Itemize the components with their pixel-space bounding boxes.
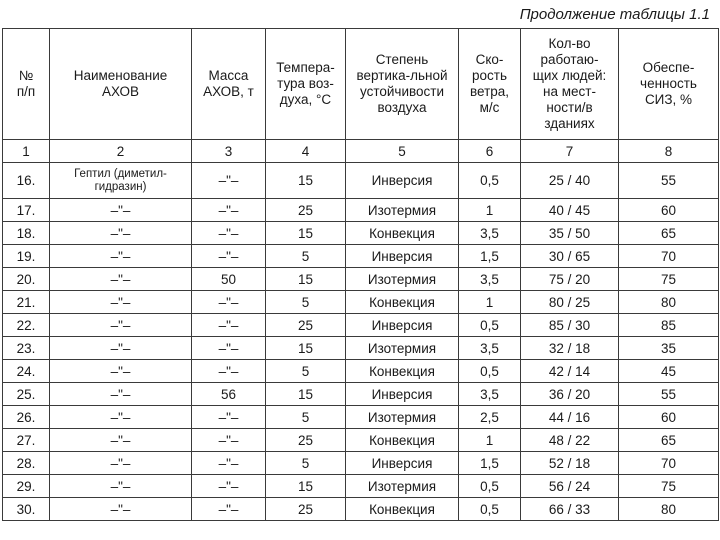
cell-wind-speed: 3,5	[459, 268, 521, 291]
cell-air-temperature: 15	[266, 475, 346, 498]
cell-ppe-provision: 75	[619, 268, 719, 291]
cell-mass: –"–	[192, 163, 266, 199]
cell-substance-name: –"–	[50, 452, 192, 475]
cell-air-temperature: 15	[266, 383, 346, 406]
cell-mass: –"–	[192, 314, 266, 337]
header-substance-name: Наименование АХОВ	[50, 29, 192, 140]
cell-mass: 50	[192, 268, 266, 291]
cell-ppe-provision: 45	[619, 360, 719, 383]
table-row	[3, 498, 719, 521]
cell-ppe-provision: 60	[619, 406, 719, 429]
cell-ppe-provision: 80	[619, 291, 719, 314]
cell-air-temperature: 5	[266, 291, 346, 314]
cell-ppe-provision: 35	[619, 337, 719, 360]
cell-substance-name: –"–	[50, 429, 192, 452]
cell-row-number: 17.	[3, 199, 50, 222]
cell-row-number: 27.	[3, 429, 50, 452]
cell-mass: –"–	[192, 199, 266, 222]
table-row	[3, 429, 719, 452]
column-number-row	[3, 140, 719, 163]
cell-row-number: 28.	[3, 452, 50, 475]
cell-ppe-provision: 80	[619, 498, 719, 521]
cell-wind-speed: 1	[459, 199, 521, 222]
cell-mass: –"–	[192, 429, 266, 452]
cell-workers-count: 40 / 45	[521, 199, 619, 222]
cell-air-temperature: 5	[266, 245, 346, 268]
header-workers-count: Кол-во работаю- щих людей: на мест- ности/в зданиях	[521, 29, 619, 140]
cell-mass: –"–	[192, 222, 266, 245]
cell-row-number: 30.	[3, 498, 50, 521]
column-number: 6	[459, 140, 521, 163]
cell-row-number: 19.	[3, 245, 50, 268]
table-row	[3, 245, 719, 268]
column-number: 7	[521, 140, 619, 163]
cell-ppe-provision: 85	[619, 314, 719, 337]
cell-mass: –"–	[192, 406, 266, 429]
cell-wind-speed: 0,5	[459, 314, 521, 337]
table-row	[3, 406, 719, 429]
cell-air-stability: Инверсия	[346, 245, 459, 268]
cell-wind-speed: 1	[459, 291, 521, 314]
cell-row-number: 22.	[3, 314, 50, 337]
cell-wind-speed: 1	[459, 429, 521, 452]
cell-workers-count: 36 / 20	[521, 383, 619, 406]
header-mass: Масса АХОВ, т	[192, 29, 266, 140]
cell-substance-name: –"–	[50, 406, 192, 429]
header-air-stability: Степень вертика-льной устойчивости воздуха	[346, 29, 459, 140]
header-row	[3, 29, 719, 140]
cell-workers-count: 85 / 30	[521, 314, 619, 337]
header-number: № п/п	[3, 29, 50, 140]
cell-wind-speed: 0,5	[459, 360, 521, 383]
cell-air-stability: Изотермия	[346, 337, 459, 360]
cell-row-number: 25.	[3, 383, 50, 406]
cell-air-stability: Конвекция	[346, 360, 459, 383]
cell-air-stability: Конвекция	[346, 498, 459, 521]
table-row	[3, 337, 719, 360]
cell-air-stability: Изотермия	[346, 406, 459, 429]
cell-workers-count: 66 / 33	[521, 498, 619, 521]
cell-wind-speed: 3,5	[459, 222, 521, 245]
cell-wind-speed: 0,5	[459, 475, 521, 498]
cell-air-stability: Конвекция	[346, 429, 459, 452]
cell-air-temperature: 25	[266, 199, 346, 222]
cell-mass: –"–	[192, 245, 266, 268]
cell-ppe-provision: 60	[619, 199, 719, 222]
column-number: 8	[619, 140, 719, 163]
cell-substance-name: –"–	[50, 360, 192, 383]
cell-air-stability: Инверсия	[346, 314, 459, 337]
cell-substance-name: –"–	[50, 291, 192, 314]
cell-substance-name: –"–	[50, 498, 192, 521]
header-wind-speed: Ско- рость ветра, м/с	[459, 29, 521, 140]
column-number: 2	[50, 140, 192, 163]
cell-wind-speed: 3,5	[459, 383, 521, 406]
cell-air-temperature: 5	[266, 406, 346, 429]
cell-wind-speed: 0,5	[459, 163, 521, 199]
cell-row-number: 23.	[3, 337, 50, 360]
cell-substance-name: –"–	[50, 475, 192, 498]
header-ppe-provision: Обеспе- ченность СИЗ, %	[619, 29, 719, 140]
cell-air-temperature: 15	[266, 222, 346, 245]
cell-workers-count: 80 / 25	[521, 291, 619, 314]
table-caption: Продолжение таблицы 1.1	[519, 6, 710, 23]
cell-air-temperature: 25	[266, 498, 346, 521]
cell-workers-count: 32 / 18	[521, 337, 619, 360]
column-number: 5	[346, 140, 459, 163]
cell-row-number: 24.	[3, 360, 50, 383]
cell-workers-count: 48 / 22	[521, 429, 619, 452]
cell-ppe-provision: 65	[619, 222, 719, 245]
table-row	[3, 475, 719, 498]
cell-mass: 56	[192, 383, 266, 406]
cell-workers-count: 25 / 40	[521, 163, 619, 199]
cell-wind-speed: 2,5	[459, 406, 521, 429]
cell-ppe-provision: 55	[619, 383, 719, 406]
table-body	[3, 140, 719, 521]
cell-substance-name: –"–	[50, 337, 192, 360]
cell-air-temperature: 15	[266, 337, 346, 360]
header-air-temperature: Темпера- тура воз- духа, °С	[266, 29, 346, 140]
cell-substance-name: –"–	[50, 314, 192, 337]
cell-substance-name: –"–	[50, 268, 192, 291]
table-row	[3, 199, 719, 222]
cell-wind-speed: 0,5	[459, 498, 521, 521]
cell-mass: –"–	[192, 475, 266, 498]
cell-wind-speed: 1,5	[459, 452, 521, 475]
cell-workers-count: 42 / 14	[521, 360, 619, 383]
cell-workers-count: 35 / 50	[521, 222, 619, 245]
cell-air-temperature: 25	[266, 314, 346, 337]
cell-air-stability: Конвекция	[346, 222, 459, 245]
cell-row-number: 18.	[3, 222, 50, 245]
table-row	[3, 163, 719, 199]
cell-substance-name: –"–	[50, 245, 192, 268]
cell-mass: –"–	[192, 360, 266, 383]
cell-row-number: 21.	[3, 291, 50, 314]
cell-mass: –"–	[192, 337, 266, 360]
cell-air-stability: Инверсия	[346, 163, 459, 199]
cell-ppe-provision: 65	[619, 429, 719, 452]
cell-air-stability: Изотермия	[346, 268, 459, 291]
cell-air-temperature: 25	[266, 429, 346, 452]
table-row	[3, 314, 719, 337]
table-row	[3, 360, 719, 383]
cell-wind-speed: 1,5	[459, 245, 521, 268]
column-number: 3	[192, 140, 266, 163]
cell-row-number: 20.	[3, 268, 50, 291]
cell-mass: –"–	[192, 498, 266, 521]
cell-mass: –"–	[192, 452, 266, 475]
column-number: 4	[266, 140, 346, 163]
cell-air-temperature: 5	[266, 452, 346, 475]
cell-substance-name: –"–	[50, 383, 192, 406]
cell-row-number: 16.	[3, 163, 50, 199]
cell-workers-count: 44 / 16	[521, 406, 619, 429]
table-row	[3, 452, 719, 475]
cell-ppe-provision: 75	[619, 475, 719, 498]
cell-workers-count: 52 / 18	[521, 452, 619, 475]
cell-air-stability: Инверсия	[346, 452, 459, 475]
cell-row-number: 29.	[3, 475, 50, 498]
cell-air-temperature: 15	[266, 268, 346, 291]
cell-row-number: 26.	[3, 406, 50, 429]
cell-workers-count: 75 / 20	[521, 268, 619, 291]
cell-air-stability: Конвекция	[346, 291, 459, 314]
cell-workers-count: 30 / 65	[521, 245, 619, 268]
cell-air-temperature: 5	[266, 360, 346, 383]
table-row	[3, 383, 719, 406]
table-row	[3, 291, 719, 314]
cell-workers-count: 56 / 24	[521, 475, 619, 498]
cell-ppe-provision: 55	[619, 163, 719, 199]
table-row	[3, 268, 719, 291]
cell-ppe-provision: 70	[619, 452, 719, 475]
cell-mass: –"–	[192, 291, 266, 314]
data-table	[2, 28, 719, 521]
cell-substance-name: Гептил (диметил- гидразин)	[50, 163, 192, 199]
column-number: 1	[3, 140, 50, 163]
cell-wind-speed: 3,5	[459, 337, 521, 360]
cell-air-stability: Изотермия	[346, 475, 459, 498]
cell-substance-name: –"–	[50, 222, 192, 245]
cell-air-stability: Инверсия	[346, 383, 459, 406]
cell-air-stability: Изотермия	[346, 199, 459, 222]
cell-air-temperature: 15	[266, 163, 346, 199]
table-row	[3, 222, 719, 245]
cell-substance-name: –"–	[50, 199, 192, 222]
cell-ppe-provision: 70	[619, 245, 719, 268]
